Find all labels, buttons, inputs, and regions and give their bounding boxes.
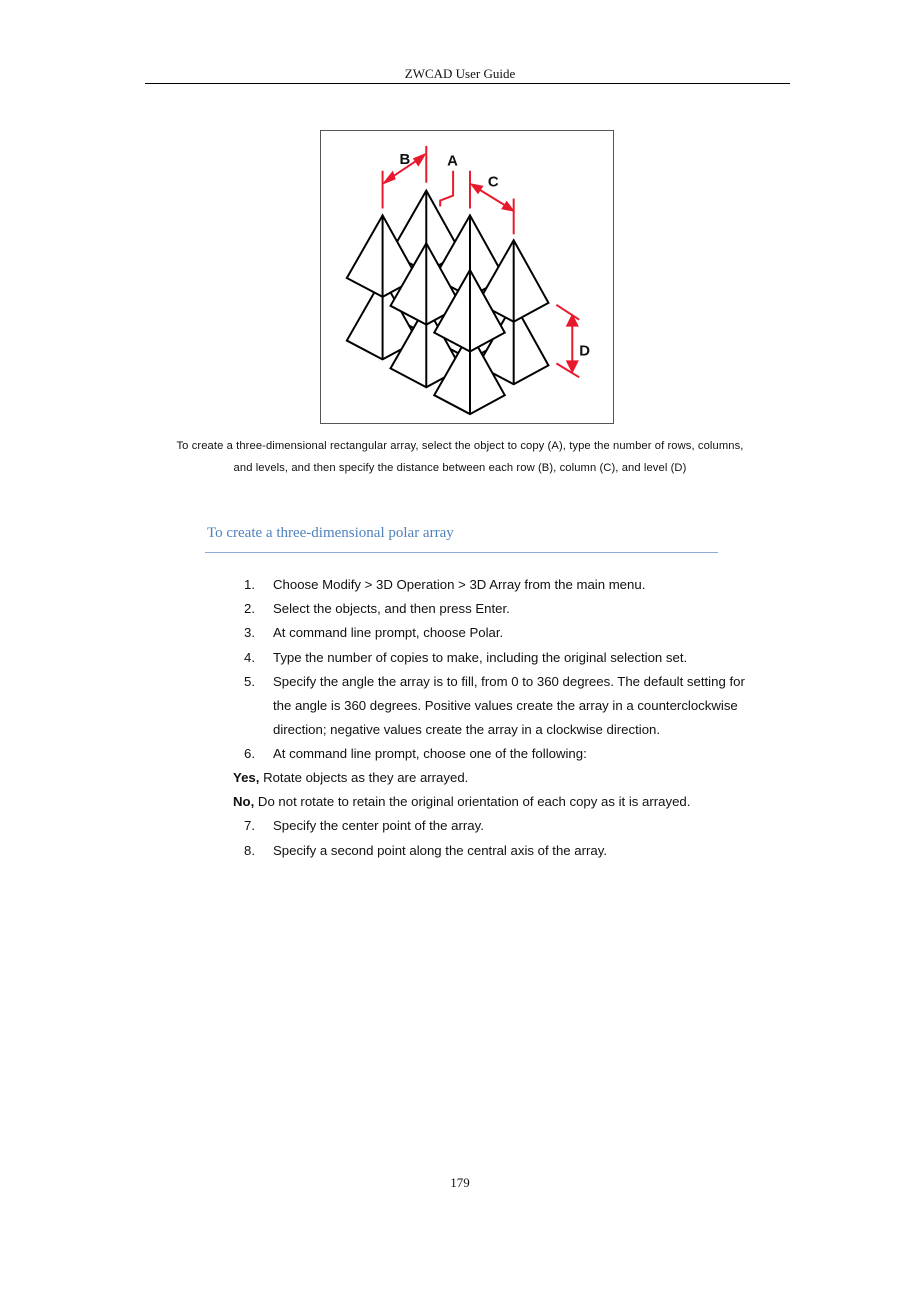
heading-rule: [205, 552, 718, 553]
step-2: [244, 601, 510, 616]
step-number: 8.: [244, 843, 255, 858]
label-d: D: [579, 343, 590, 360]
step-text: Specify the angle the array is to fill, from 0 to 360 degrees. The default setting for: [273, 674, 745, 689]
section-heading: To create a three-dimensional polar array: [207, 525, 454, 541]
step-text: At command line prompt, choose Polar.: [273, 625, 504, 640]
step-8: [244, 843, 607, 858]
step-number: 4.: [244, 650, 255, 665]
option-key: Yes,: [233, 770, 260, 785]
rectangular-array-figure: [320, 130, 614, 424]
step-text: At command line prompt, choose one of the following:: [273, 746, 587, 761]
step-5-continuation-1: the angle is 360 degrees. Positive values create the array in a counterclockwise: [273, 698, 738, 713]
option-text: Do not rotate to retain the original orientation of each copy as it is arrayed.: [254, 794, 691, 809]
step-6: [244, 746, 587, 761]
label-a: A: [447, 153, 458, 170]
option-yes: [233, 770, 468, 785]
step-text: Select the objects, and then press Enter.: [273, 601, 510, 616]
step-number: 3.: [244, 625, 255, 640]
step-number: 6.: [244, 746, 255, 761]
label-b: B: [399, 151, 411, 168]
step-text: Type the number of copies to make, including the original selection set.: [273, 650, 688, 665]
header-rule: [145, 83, 790, 84]
step-text: Choose Modify > 3D Operation > 3D Array from the main menu.: [273, 577, 646, 592]
page-number: 179: [450, 1175, 470, 1190]
step-5: [244, 674, 745, 689]
step-5-continuation-2: direction; negative values create the array in a clockwise direction.: [273, 722, 661, 737]
option-text: Rotate objects as they are arrayed.: [259, 770, 469, 785]
running-header: ZWCAD User Guide: [404, 66, 516, 81]
step-text: Specify a second point along the central axis of the array.: [273, 843, 608, 858]
step-3: [244, 625, 503, 640]
step-4: [244, 650, 687, 665]
step-number: 7.: [244, 818, 255, 833]
figure-caption-line-1: To create a three-dimensional rectangular array, select the object to copy (A), type the number of rows, columns,: [176, 440, 744, 452]
figure-caption-line-2: and levels, and then specify the distance between each row (B), column (C), and level (D): [233, 462, 687, 474]
step-text: Specify the center point of the array.: [273, 818, 484, 833]
label-c: C: [487, 174, 499, 191]
pyramid-array-diagram: [321, 131, 613, 423]
option-key: No,: [233, 794, 255, 809]
option-no: [233, 794, 690, 809]
step-number: 1.: [244, 577, 255, 592]
step-1: [244, 577, 645, 592]
step-7: [244, 818, 484, 833]
dimension-a-leader: [440, 171, 453, 207]
step-number: 2.: [244, 601, 255, 616]
step-number: 5.: [244, 674, 255, 689]
